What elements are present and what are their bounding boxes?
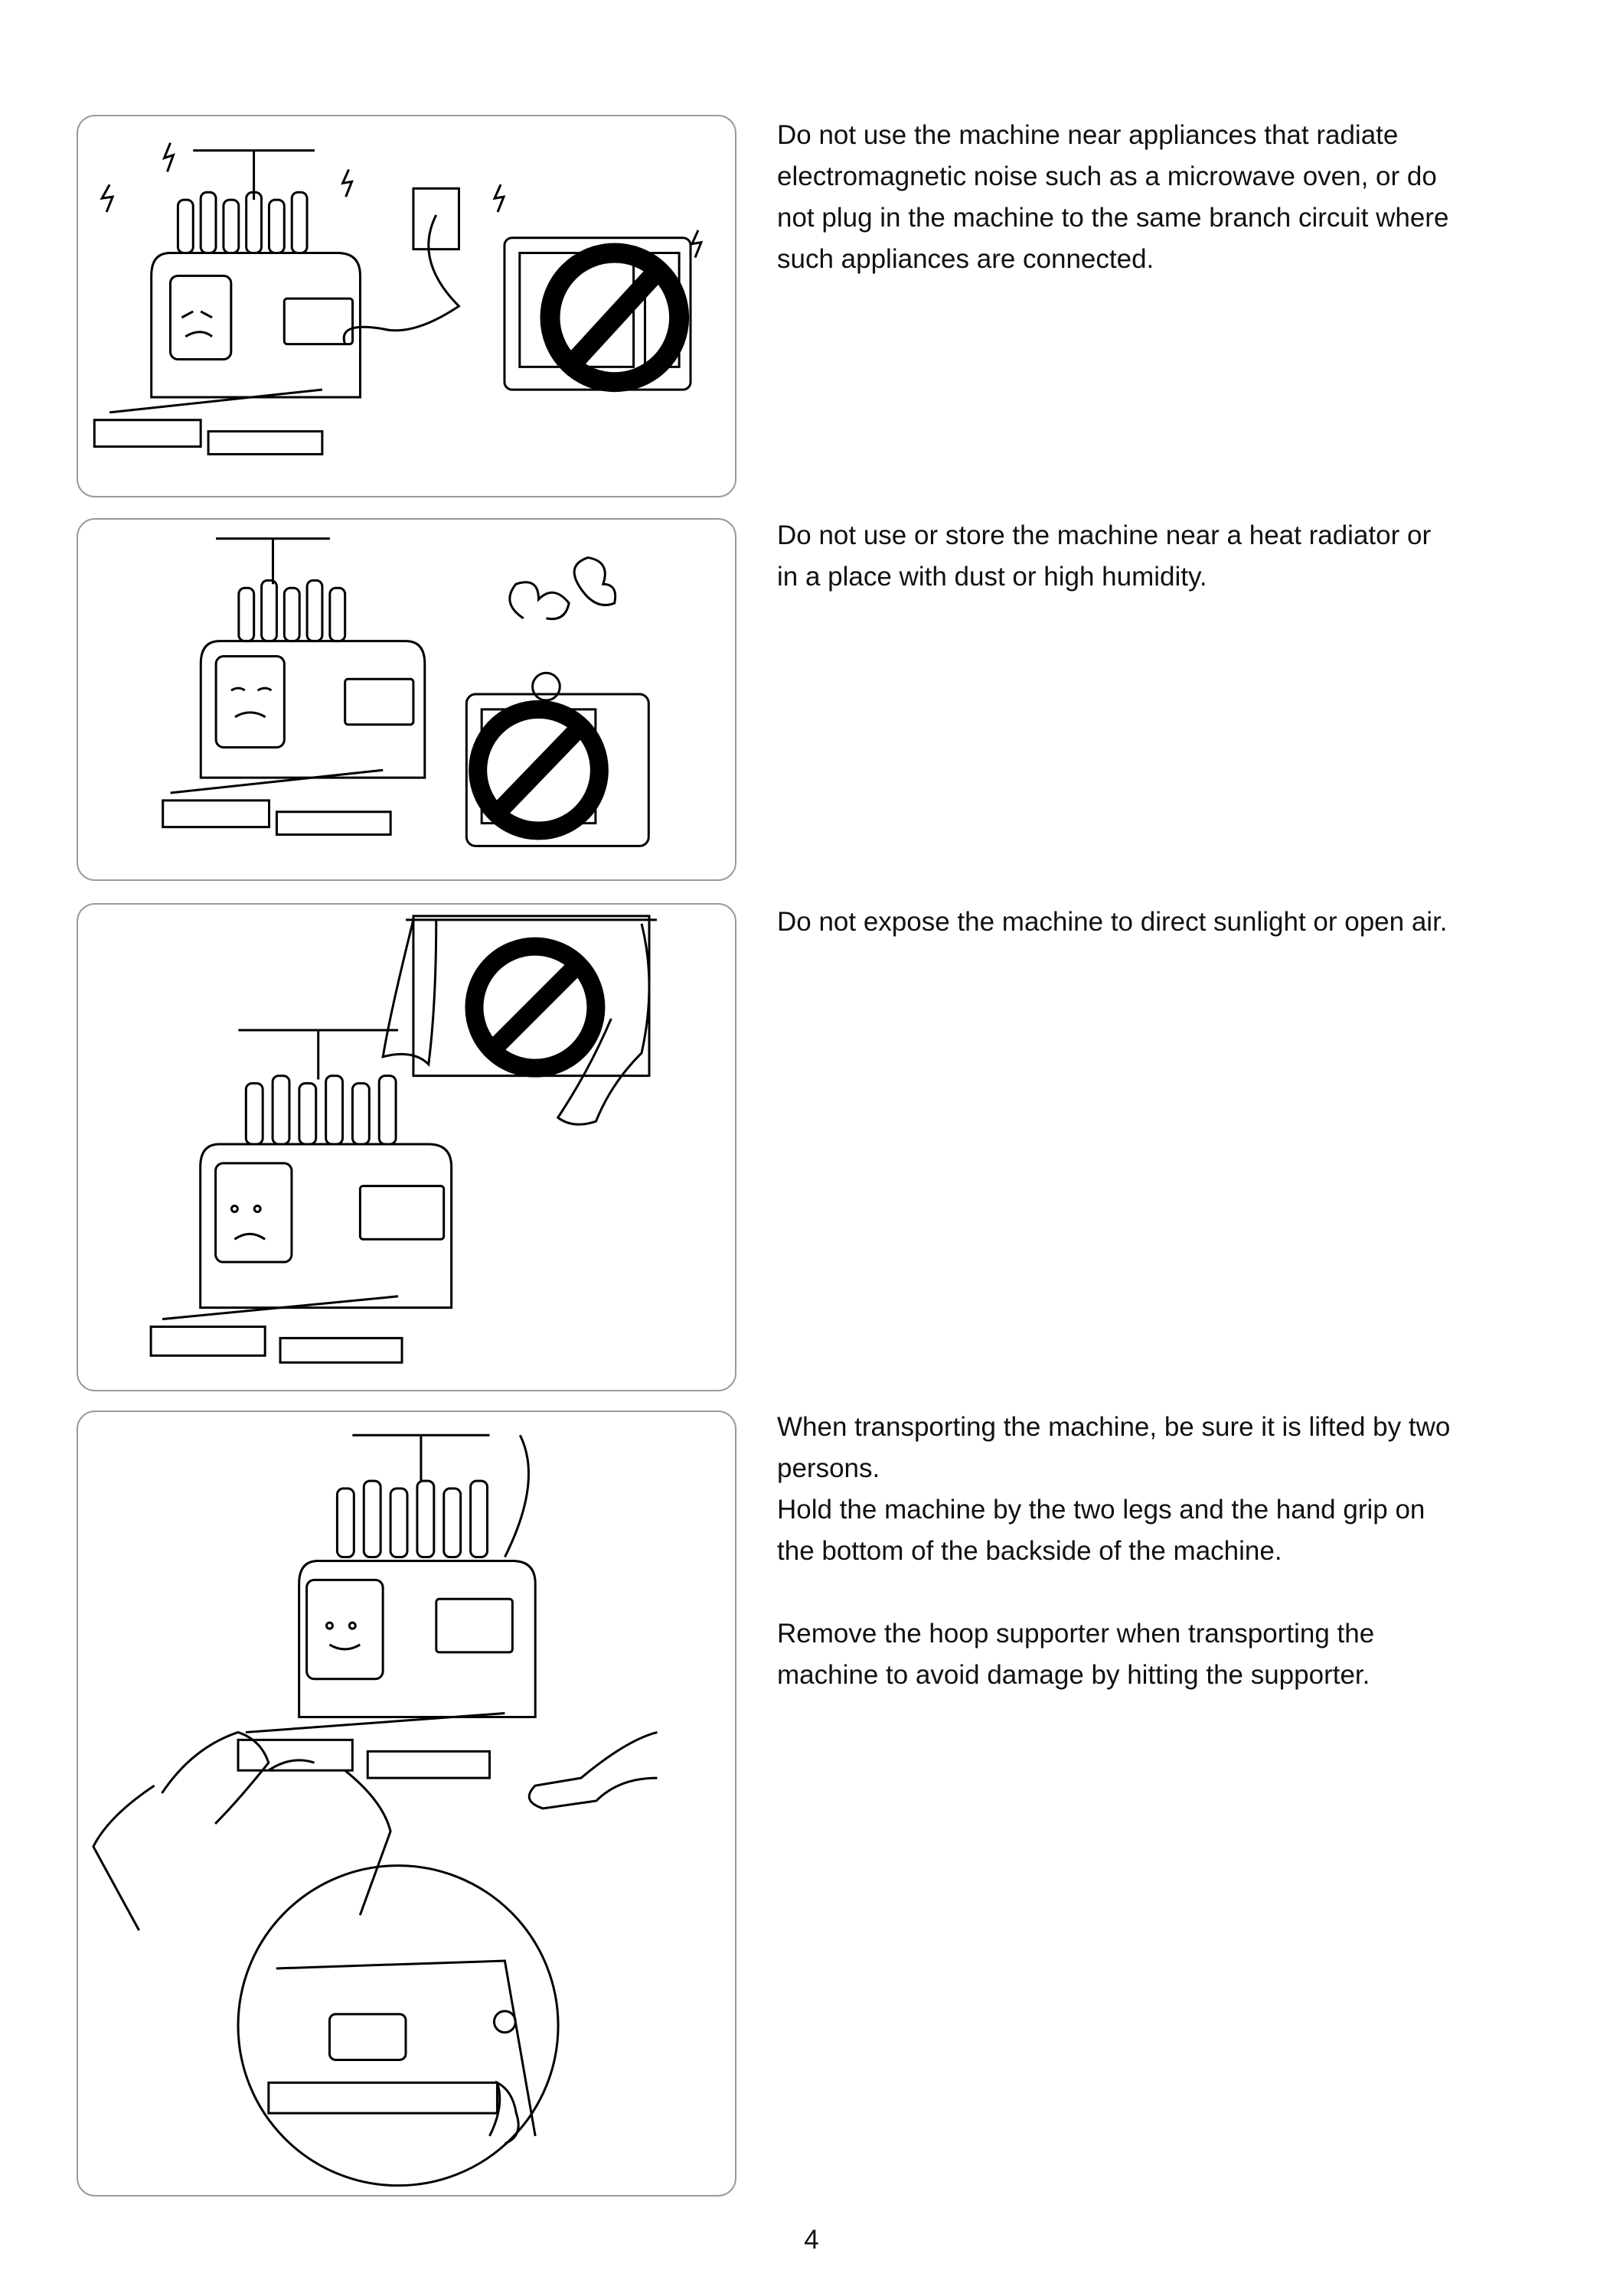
illustration-panel-sunlight xyxy=(77,903,736,1391)
machine-transport-illustration xyxy=(78,1412,735,2195)
transport-two-persons: When transporting the machine, be sure it is lifted by two persons. xyxy=(777,1412,1451,1483)
illustration-panel-electromagnetic xyxy=(77,115,736,497)
machine-near-window-illustration xyxy=(78,905,735,1390)
warning-electromagnetic: Do not use the machine near appliances that radiate electromagnetic noise such as a microwave oven, or do not plug in the machine to the same branch circuit where such appliances are connected. xyxy=(777,120,1449,274)
warning-heat-dust-humidity: Do not use or store the machine near a heat radiator or in a place with dust or high humidity. xyxy=(777,520,1432,592)
machine-near-heater-illustration xyxy=(78,520,735,879)
page-number: 4 xyxy=(804,2225,819,2255)
illustration-panel-transport xyxy=(77,1411,736,2197)
section-1-text xyxy=(777,115,1451,280)
transport-remove-hoop-supporter: Remove the hoop supporter when transporting the machine to avoid damage by hitting the supporter. xyxy=(777,1619,1375,1690)
transport-hold-legs: Hold the machine by the two legs and the hand grip on the bottom of the backside of the machine. xyxy=(777,1495,1425,1566)
no-symbol-icon xyxy=(550,253,679,383)
machine-near-microwave-illustration xyxy=(78,116,735,496)
section-3-text xyxy=(777,902,1451,943)
illustration-panel-heat xyxy=(77,518,736,881)
section-4-text xyxy=(777,1407,1451,1696)
section-2-text xyxy=(777,515,1451,598)
warning-sunlight-open-air: Do not expose the machine to direct sunlight or open air. xyxy=(777,907,1448,937)
no-symbol-icon xyxy=(474,947,596,1068)
no-symbol-icon xyxy=(478,709,599,831)
